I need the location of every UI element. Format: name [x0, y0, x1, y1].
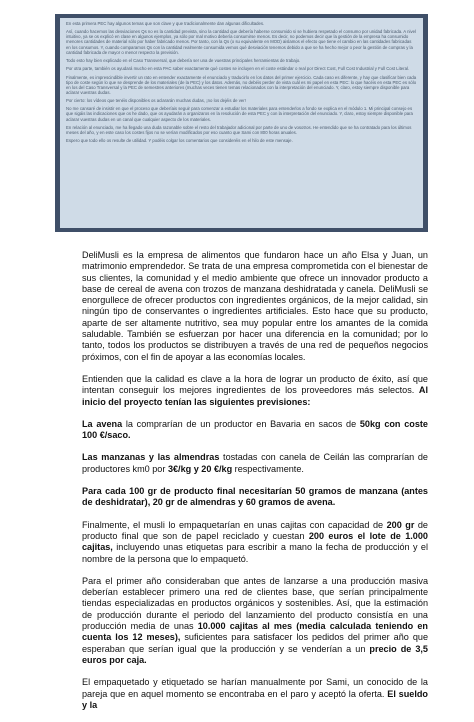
photo-line: Finalmente, es imprescindible invertir un rato en entender exactamente el enunciado y traducirlo en los datos del primer ejercicio. Cada caso es diferente, y hay que clasificar bien cada tipo de coste según lo que se desprende de los materiales (de la PEC) y los datos. Además, no debéis perder de vista cuál es mi papel en esta PEC: lo que hacéis en esta PEC es sólo en los del Caso Transversal y la PEC de semestres anteriores (muchas veces tienen temas relacionados con la interpretación del enunciado. Y, claro, estoy siempre disponible para aclarar vuestras dudas. [66, 74, 417, 95]
paragraph-quality-text: Entienden que la calidad es clave a la hora de lograr un producto de éxito, así que intentan conseguir los mejores ingredientes de los proveedores más selectos. [82, 373, 428, 396]
avena-cost: 50kg con coste 100 €/saco. [82, 418, 428, 441]
message-photo [55, 14, 428, 232]
production-price: precio de 3,5 euros por caja. [82, 643, 428, 665]
manzanas-tail: respectivamente. [232, 463, 304, 474]
photo-line: En relación al enunciado, me ha llegado una duda razonable sobre el resto del trabajador adicional por parte de uno de vosotros. He entendido que se ha contratado para los últimos meses del año, y en este caso los costes fijos no se verían modificados por eso cuanto que Sami con 800 horas anuales. [66, 124, 412, 135]
packaging-text-1: Finalmente, el musli lo empaquetarían en unas cajitas con capacidad de [82, 519, 387, 530]
packaging-capacity: 200 gr [386, 519, 415, 530]
production-text-1: Para el primer año consideraban que antes de lanzarse a una producción masiva deberían establecer primero una red de clientes base, que serían principalmente tiendas especializadas en productos orgánicos y sostenibles. Así, que la estimación de producción durante el periodo del lanzamiento del producto consistía en una producción media de unas [82, 575, 428, 632]
photo-line: En esta primera PEC hay algunos temas que son clave y que tradicionalmente dan algunas dificultades. [66, 21, 265, 26]
production-text-2: suficientes para satisfacer los pedidos del primer año que esperaban que serían igual que la producción y se venderían a un [82, 632, 428, 654]
paragraph-intro: DeliMusli es la empresa de alimentos que fundaron hace un año Elsa y Juan, un matrimonio emprendedor. Se trata de una empresa comprometida con el bienestar de sus clientes, la comunidad y el medio ambiente que ofrece un innovador producto a base de cereal de avena con trozos de manzana deshidratada y canela. DeliMusli se enorgullece de ofrecer productos con ingredientes orgánicos, de la mejor calidad, sin ningún tipo de conservantes o ingredientes artificiales. Esto hace que su producto, aparte de ser altamente nutritivo, sea muy popular entre los amantes de la comida saludable. También se esfuerzan por hacer una diferencia en la comunidad; por lo tanto, todos los productos se distribuyen a través de una red de pequeños negocios próximos, con el fin de apoyar a las economías locales. [82, 250, 428, 362]
packaging-text-2: de producto final que son de papel reciclado y cuestan [82, 519, 428, 541]
production-volume: 10.000 cajitas al mes (media calculada teniendo en cuenta los 12 meses), [82, 621, 428, 643]
manzanas-label: Las manzanas y las almendras [82, 452, 220, 463]
paragraph-production [82, 576, 428, 666]
photo-line: Así, cuando hacemos las desviaciones Qs no es la cantidad prevista, sino la cantidad que debería haberse consumido si se hubiera respetado el consumo por unidad fabricada. A nivel intuitivo, ya se os explicó en clase en algunos ejemplos, ya sólo por mal motivo debería consumirse menos. Es decir, no podemos decir que la gestión de la empresa ha consumido menores cantidades de material sólo por haber fabricado menos. Por tanto, con la Qs (o su equivalente en MOD) aislamos el efecto que tiene el cambio en las cantidades fabricadas en los consumos. Y, cuando comparamos Qs con la cantidad realmente consumida vemos qué desviación tenemos debido a que se ha hecho mejor o peor la gestión de compras y la cantidad fabricada de mayor o menor respecto la previsión. [66, 29, 416, 55]
paragraph-sami [82, 677, 428, 711]
avena-label: La avena [82, 418, 123, 429]
packaging-text-3: incluyendo unas etiquetas para escribir a mano la fecha de producción y el nombre de la persona que lo empaquetó. [82, 542, 428, 564]
sami-bold: El sueldo y la [82, 688, 428, 710]
photo-line: Todo esto hay bien explicado en el Caso Transversal, que debería ser una de vuestras principales herramientas de trabajo. [66, 57, 301, 63]
recipe-bold: Para cada 100 gr de producto final necesitarían 50 gramos de manzana (antes de deshidratar), 20 gr de almendras y 60 gramos de avena. [82, 486, 428, 508]
manzanas-prices: 3€/kg y 20 €/kg [167, 463, 233, 474]
document-body [82, 250, 428, 722]
paragraph-quality [82, 374, 428, 408]
photo-line: No me cansaré de insistir en que el proceso que deberíais seguir para comenzar a estudiar los materiales para entenderlos a fondo se explica en el módulo 1. Mi principal consejo es que sigáis las indicaciones que os he dado, que os ayudarán a organizaros en la resolución de esta PEC y con la interpretación del enunciado. Y, claro, estoy siempre disponible para aclarar vuestras dudas en un canal que cualquier aspecto de los materiales. [66, 106, 413, 122]
photo-line: Espero que todo ello os resulte de utilidad. Y podéis colgar los comentarios que consideréis en el hilo de este mensaje. [66, 138, 293, 144]
manzanas-text: tostadas con canela de Ceilán las comprarían de productores km0 por [82, 452, 428, 474]
paragraph-recipe [82, 486, 428, 509]
photo-line: Por cierto: los vídeos que tenéis disponibles os aclararán muchas dudas, ¡no los dejéis de ver! [66, 98, 246, 104]
paragraph-quality-bold: Al inicio del proyecto tenían las siguientes previsiones: [82, 385, 428, 407]
paragraph-packaging [82, 520, 428, 565]
sami-text: El empaquetado y etiquetado se harían manualmente por Sami, un conocido de la pareja que en aquel momento se encontraba en el paro y aceptó la oferta. [82, 677, 428, 699]
avena-text: la comprarían de un productor en Bavaria en sacos de [122, 418, 360, 429]
paragraph-manzanas [82, 452, 428, 475]
packaging-lot-cost: 200 euros el lote de 1.000 cajitas, [82, 530, 428, 553]
paragraph-avena [82, 419, 428, 442]
message-photo-text [60, 18, 423, 228]
photo-line: Por otra parte, también os ayudará mucho en esta PAC saber exactamente qué costes se incluyen en el coste estándar o real por Direct Cost, Full Cost Industrial y Full Cost Literal. [66, 66, 410, 72]
